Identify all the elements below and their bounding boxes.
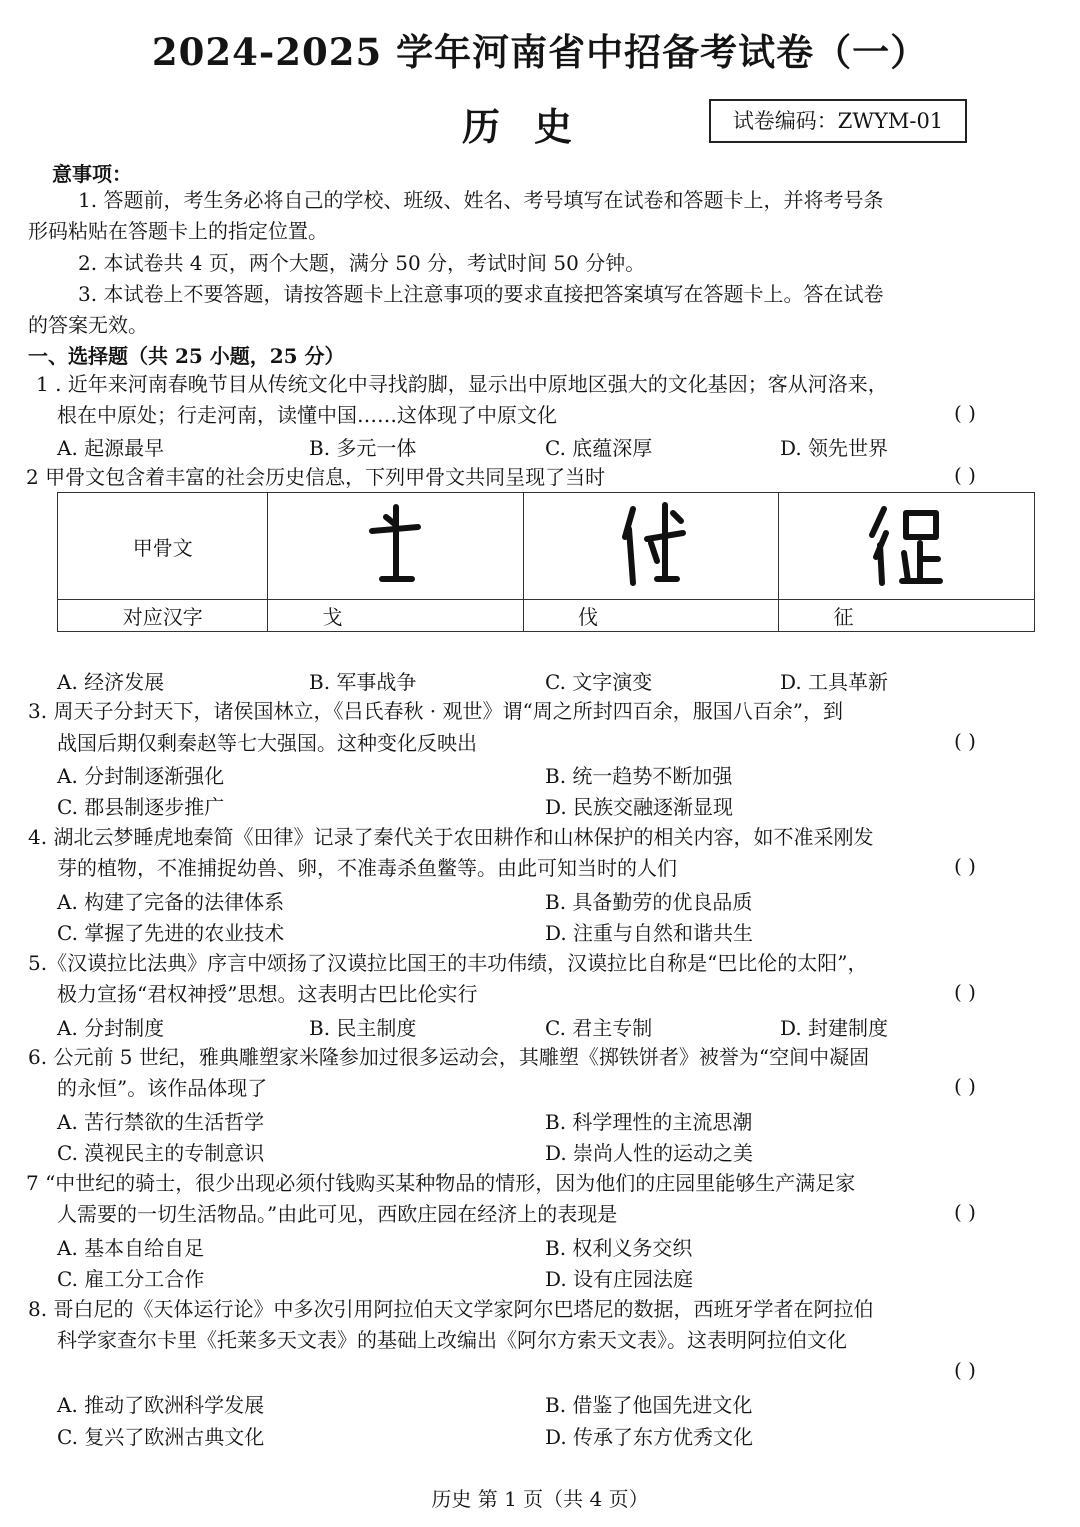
question-8-line: 8. 哥白尼的《天体运行论》中多次引用阿拉伯天文学家阿尔巴塔尼的数据，西班牙学者在阿拉伯 [28,1297,874,1321]
answer-paren: ( ) [954,401,976,425]
oracle-bone-table [57,492,1035,632]
oracle-glyph-zheng [779,493,1035,600]
q3-option-b: B. 统一趋势不断加强 [545,764,733,788]
question-6-line: 6. 公元前 5 世纪，雅典雕塑家米隆参加过很多运动会，其雕塑《掷铁饼者》被誉为“空间中凝固 [28,1045,870,1069]
question-3-line: 战国后期仅剩秦赵等七大强国。这种变化反映出 [57,731,477,755]
notice-line: 1. 答题前，考生务必将自己的学校、班级、姓名、考号填写在试卷和答题卡上，并将考号条 [78,188,884,212]
question-2-line: 2 甲骨文包含着丰富的社会历史信息，下列甲骨文共同呈现了当时 [26,465,606,489]
subject-title: 历史 [462,104,607,149]
oracle-glyph-fa-icon [611,499,691,589]
q8-option-b: B. 借鉴了他国先进文化 [545,1393,753,1417]
question-1-line: 根在中原处；行走河南，读懂中国……这体现了中原文化 [57,403,557,427]
q8-option-d: D. 传承了东方优秀文化 [545,1425,754,1449]
q1-option-a: A. 起源最早 [57,436,165,460]
question-7-line: 人需要的一切生活物品。”由此可见，西欧庄园在经济上的表现是 [57,1202,618,1226]
oracle-glyph-zheng-icon [862,499,952,589]
q2-option-b: B. 军事战争 [309,670,417,694]
hanzi-cell: 戈 [268,600,524,632]
question-7-line: 7 “中世纪的骑士，很少出现必须付钱购买某种物品的情形，因为他们的庄园里能够生产满足家 [26,1171,856,1195]
q3-option-d: D. 民族交融逐渐显现 [545,795,734,819]
notice-line: 的答案无效。 [28,313,148,337]
answer-paren: ( ) [954,729,976,753]
oracle-glyph-fa [523,493,779,600]
q8-option-a: A. 推动了欧洲科学发展 [57,1393,265,1417]
notice-line: 2. 本试卷共 4 页，两个大题，满分 50 分，考试时间 50 分钟。 [78,251,646,275]
q5-option-d: D. 封建制度 [780,1016,889,1040]
notice-line: 3. 本试卷上不要答题，请按答题卡上注意事项的要求直接把答案填写在答题卡上。答在试卷 [78,282,884,306]
hanzi-cell: 伐 [523,600,779,632]
notice-heading: 意事项： [52,162,132,186]
q4-option-c: C. 掌握了先进的农业技术 [57,921,285,945]
exam-title: 2024-2025 学年河南省中招备考试卷（一） [151,30,929,74]
oracle-glyph-ge-icon [356,499,436,589]
q1-option-d: D. 领先世界 [780,436,889,460]
answer-paren: ( ) [954,1074,976,1098]
hanzi-header-cell: 对应汉字 [58,600,268,632]
q1-option-c: C. 底蕴深厚 [545,436,653,460]
oracle-header-cell: 甲骨文 [58,493,268,600]
q7-option-b: B. 权利义务交织 [545,1236,693,1260]
question-5-line: 5.《汉谟拉比法典》序言中颂扬了汉谟拉比国王的丰功伟绩，汉谟拉比自称是“巴比伦的太阳”， [28,951,868,975]
q4-option-a: A. 构建了完备的法律体系 [57,890,285,914]
q5-option-a: A. 分封制度 [57,1016,165,1040]
question-4-line: 4. 湖北云梦睡虎地秦简《田律》记录了秦代关于农田耕作和山林保护的相关内容，如不准采刚发 [28,825,874,849]
q2-option-d: D. 工具革新 [780,670,889,694]
answer-paren: ( ) [954,980,976,1004]
q7-option-a: A. 基本自给自足 [57,1236,205,1260]
q5-option-b: B. 民主制度 [309,1016,417,1040]
question-3-line: 3. 周天子分封天下，诸侯国林立，《吕氏春秋 · 观世》谓“周之所封四百余，服国八百余”，到 [28,699,843,723]
q2-option-c: C. 文字演变 [545,670,653,694]
question-6-line: 的永恒”。该作品体现了 [57,1076,268,1100]
q8-option-c: C. 复兴了欧洲古典文化 [57,1425,265,1449]
q6-option-b: B. 科学理性的主流思潮 [545,1110,753,1134]
q6-option-d: D. 崇尚人性的运动之美 [545,1141,754,1165]
answer-paren: ( ) [954,1200,976,1224]
answer-paren: ( ) [954,854,976,878]
oracle-glyph-ge [268,493,524,600]
q6-option-a: A. 苦行禁欲的生活哲学 [57,1110,265,1134]
question-4-line: 芽的植物，不准捕捉幼兽、卵，不准毒杀鱼鳖等。由此可知当时的人们 [57,856,677,880]
exam-code-box: 试卷编码：ZWYM-01 [709,99,967,143]
section-heading: 一、选择题（共 25 小题，25 分） [28,344,345,368]
answer-paren: ( ) [954,463,976,487]
q3-option-c: C. 郡县制逐步推广 [57,795,225,819]
q7-option-c: C. 雇工分工合作 [57,1267,205,1291]
q7-option-d: D. 设有庄园法庭 [545,1267,694,1291]
notice-line: 形码粘贴在答题卡上的指定位置。 [28,219,328,243]
q1-option-b: B. 多元一体 [309,436,417,460]
q4-option-b: B. 具备勤劳的优良品质 [545,890,753,914]
question-1-line: 1 . 近年来河南春晚节目从传统文化中寻找韵脚，显示出中原地区强大的文化基因；客从河洛来， [36,372,888,396]
page-footer: 历史 第 1 页（共 4 页） [431,1487,649,1511]
q6-option-c: C. 漠视民主的专制意识 [57,1141,265,1165]
q5-option-c: C. 君主专制 [545,1016,653,1040]
answer-paren: ( ) [954,1358,976,1382]
q4-option-d: D. 注重与自然和谐共生 [545,921,754,945]
hanzi-cell: 征 [779,600,1035,632]
q3-option-a: A. 分封制逐渐强化 [57,764,225,788]
q2-option-a: A. 经济发展 [57,670,165,694]
question-8-line: 科学家查尔卡里《托莱多天文表》的基础上改编出《阿尔方索天文表》。这表明阿拉伯文化 [57,1328,847,1352]
question-5-line: 极力宣扬“君权神授”思想。这表明古巴比伦实行 [57,982,478,1006]
